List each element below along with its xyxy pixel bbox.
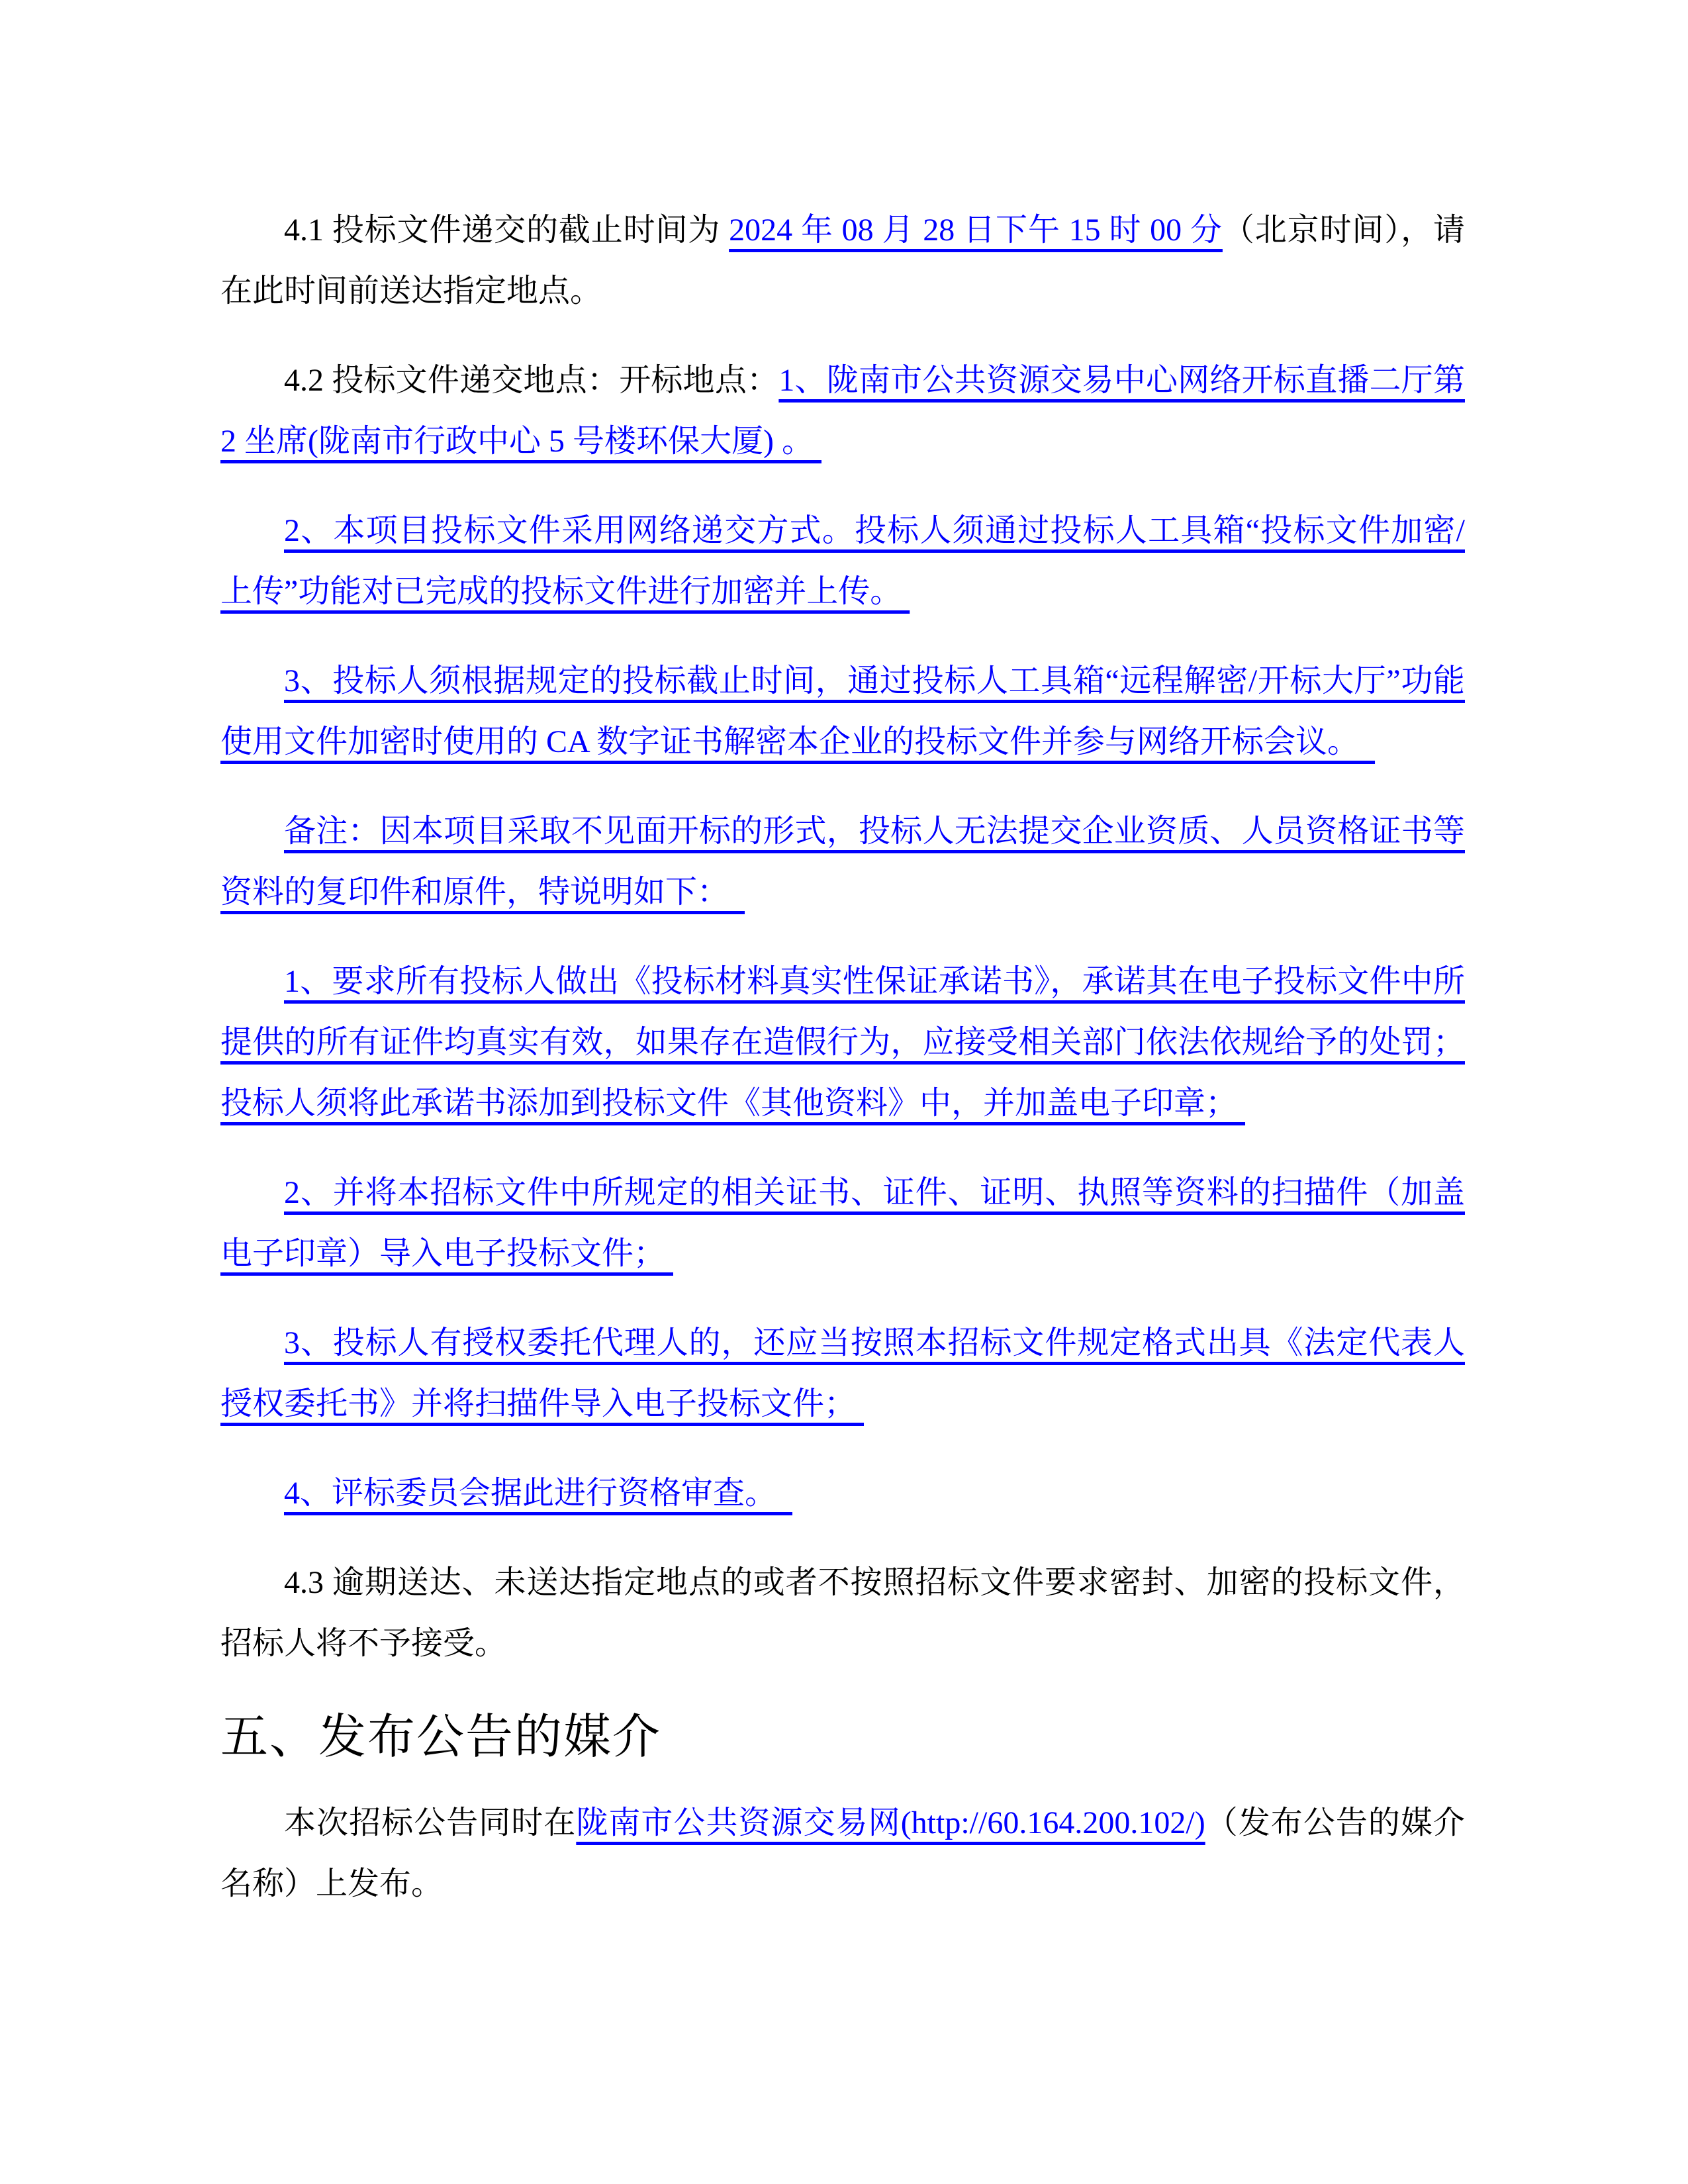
clause-4-2-prefix-text: 4.2 投标文件递交地点：开标地点： bbox=[284, 363, 779, 398]
trading-website-link[interactable]: 陇南市公共资源交易网(http://60.164.200.102/) bbox=[576, 1805, 1205, 1840]
deadline-datetime-link[interactable]: 2024 年 08 月 28 日下午 15 时 00 分 bbox=[729, 213, 1223, 248]
clause-4-1-suffix-text: （北京时间），请在此时间前送达指定地点。 bbox=[220, 213, 1465, 309]
clause-4-3 bbox=[220, 1552, 1465, 1674]
remark-link[interactable]: 备注：因本项目采取不见面开标的形式，投标人无法提交企业资质、人员资格证书等资料的复印件和原件，特说明如下： bbox=[220, 814, 1465, 910]
remark-item-4-qualification-review bbox=[220, 1463, 1465, 1524]
clause-4-1-prefix-text: 4.1 投标文件递交的截止时间为 bbox=[284, 213, 729, 248]
remote-decrypt-link[interactable]: 3、投标人须根据规定的投标截止时间，通过投标人工具箱“远程解密/开标大厅”功能使用文件加密时使用的 CA 数字证书解密本企业的投标文件并参与网络开标会议。 bbox=[220, 663, 1465, 759]
clause-4-1 bbox=[220, 200, 1465, 322]
commitment-letter-link[interactable]: 1、要求所有投标人做出《投标材料真实性保证承诺书》，承诺其在电子投标文件中所提供的所有证件均真实有效，如果存在造假行为，应接受相关部门依法依规给予的处罚；投标人须将此承诺书添加到投标文件《其他资料》中，并加盖电子印章； bbox=[220, 964, 1465, 1121]
announcement-suffix-text: （发布公告的媒介名称）上发布。 bbox=[220, 1805, 1465, 1901]
clause-4-3-text: 4.3 逾期送达、未送达指定地点的或者不按照招标文件要求密封、加密的投标文件，招标人将不予接受。 bbox=[220, 1565, 1465, 1661]
section-5-heading: 五、发布公告的媒介 bbox=[220, 1711, 662, 1764]
announcement-media-paragraph bbox=[220, 1793, 1465, 1915]
remark-item-1-commitment bbox=[220, 951, 1465, 1134]
remark-item-2-scans bbox=[220, 1163, 1465, 1284]
qualification-review-link[interactable]: 4、评标委员会据此进行资格审查。 bbox=[284, 1476, 793, 1511]
note-item-3-remote-decrypt bbox=[220, 651, 1465, 773]
authorization-letter-link[interactable]: 3、投标人有授权委托代理人的，还应当按照本招标文件规定格式出具《法定代表人授权委托书》并将扫描件导入电子投标文件； bbox=[220, 1325, 1465, 1421]
note-item-2-network-submission bbox=[220, 500, 1465, 622]
remark-item-3-authorization bbox=[220, 1313, 1465, 1435]
announcement-prefix-text: 本次招标公告同时在 bbox=[284, 1805, 577, 1840]
clause-4-2 bbox=[220, 350, 1465, 472]
remark-paragraph bbox=[220, 801, 1465, 923]
page-content bbox=[220, 200, 1465, 1943]
opening-location-link[interactable]: 1、陇南市公共资源交易中心网络开标直播二厅第 2 坐席(陇南市行政中心 5 号楼环保大厦) 。 bbox=[220, 363, 1465, 459]
network-submission-link[interactable]: 2、本项目投标文件采用网络递交方式。投标人须通过投标人工具箱“投标文件加密/上传”功能对已完成的投标文件进行加密并上传。 bbox=[220, 513, 1465, 609]
certificate-scans-link[interactable]: 2、并将本招标文件中所规定的相关证书、证件、证明、执照等资料的扫描件（加盖电子印章）导入电子投标文件； bbox=[220, 1175, 1465, 1271]
